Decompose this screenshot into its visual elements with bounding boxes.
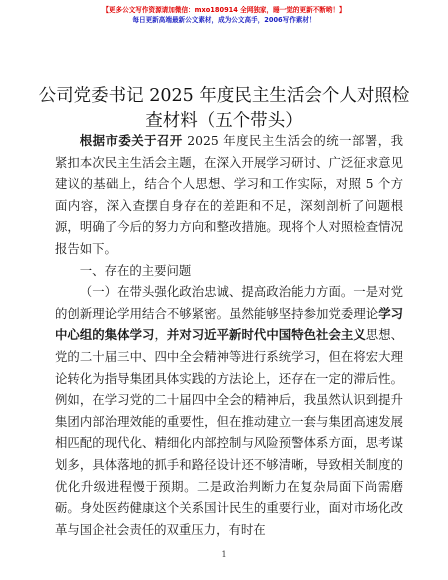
- promo-banner: [0, 6, 448, 25]
- section1-paragraph: [55, 281, 403, 540]
- section1-bold-text-d: 并对习近平新时代中国特色社会主义: [166, 327, 366, 343]
- section-heading: 一、存在的主要问题: [79, 262, 192, 278]
- section1-text-a: （一）在带头强化政治忠诚、提高政治能力方面。一是对党的创新理论学用结合不够紧密。虽然能够坚持参加党委理论: [55, 284, 403, 321]
- section1-text-e: 思想、党的二十届三中、四中全会精神等进行系统学习，但在将宏大理论转化为指导集团具体实践的方法论上，还存在一定的滞后性。例如，在学习党的二十届四中全会的精神后，我虽然认识到提升集团内部治理效能的重要性，但在推动建立一套与集团高速发展相匹配的现代化、精细化内部控制与风险预警体系方面，思考谋划多，具体落地的抓手和路径设计还不够清晰，导致相关制度的优化升级进程慢于预期。二是政治判断力在复杂局面下尚需磨砺。身处医药健康这个关系国计民生的重要行业，面对市场化改革与国企社会责任的双重压力，有时在: [55, 327, 404, 537]
- section1-text-c: ，: [154, 327, 167, 343]
- document-title-line2: 查材料（五个带头）: [145, 111, 303, 131]
- intro-bold-text: 根据市委关于召开: [79, 133, 183, 148]
- document-title: [0, 84, 448, 134]
- section1-bold-text-b: 学习中心组的集体学习: [55, 305, 404, 343]
- page-number: 1: [221, 550, 227, 559]
- promo-banner-line2: 每日更新高端最新公文素材，成为公文高手，2006写作素材！: [132, 16, 316, 24]
- document-title-line1: 公司党委书记 2025 年度民主生活会个人对照检: [38, 86, 410, 106]
- intro-paragraph: [55, 130, 403, 260]
- promo-banner-line1: 【更多公文写作资源请加微信：mxo180914 全网独家，睡一觉的更新不断哟！】: [102, 6, 346, 14]
- intro-text: 2025 年度民主生活会的统一部署，我紧扣本次民主生活会主题，在深入开展学习研讨、广泛征求意见建议的基础上，结合个人思想、学习和工作实际，对照 5 个方面内容，深入查摆自身存在的差距和不足，深刻剖析了问题根源，明确了今后的努力方向和整改措施。现将个人对照检查情况报告如下。: [55, 133, 404, 256]
- document-body: [55, 130, 403, 540]
